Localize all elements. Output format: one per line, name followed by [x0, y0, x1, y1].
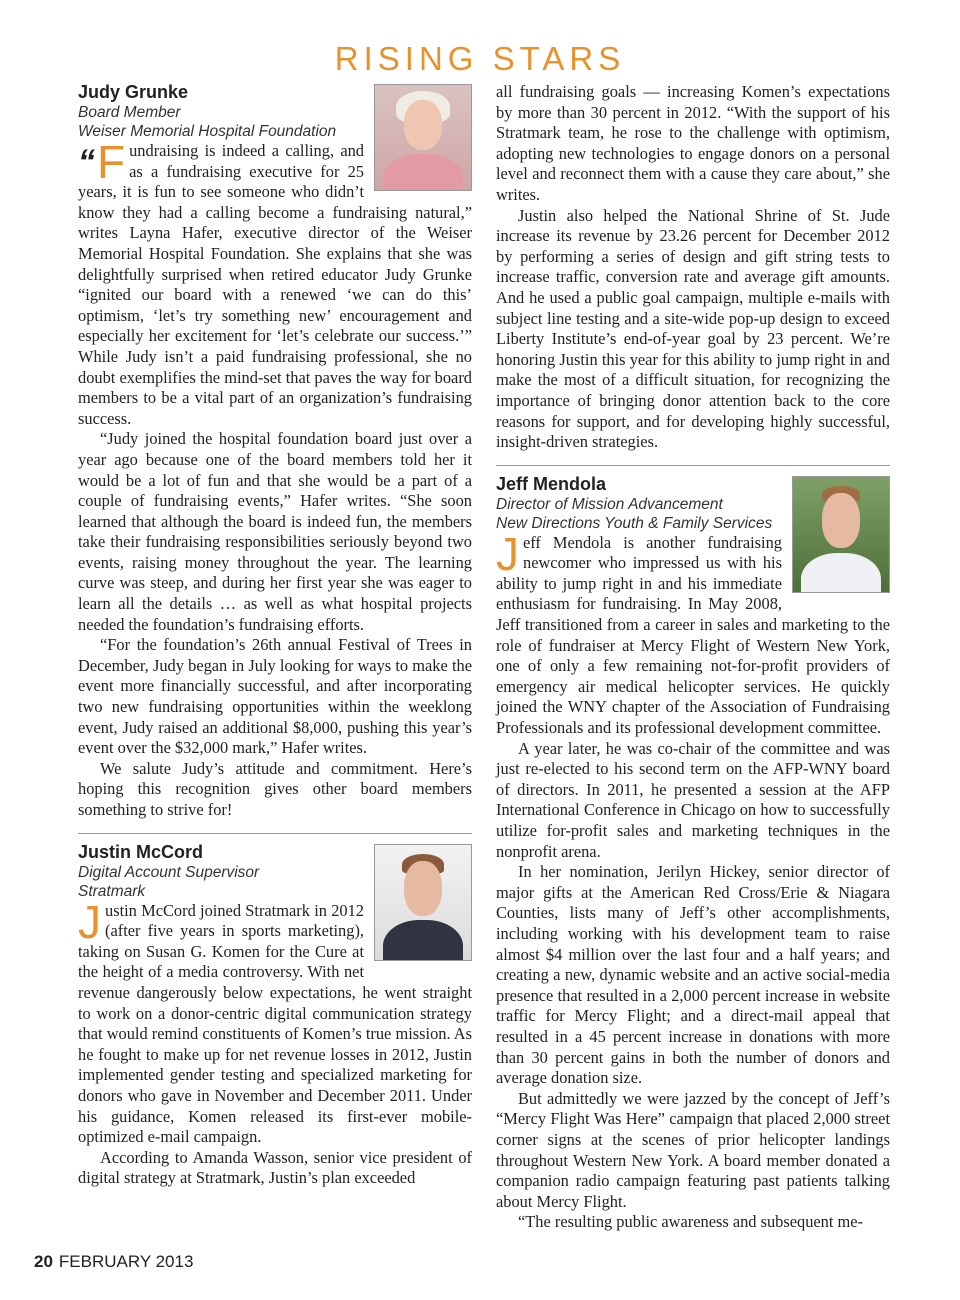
profile-name: Judy Grunke [78, 82, 189, 102]
paragraph: But admittedly we were jazzed by the concept of Jeff’s “Mercy Flight Was Here” campaign that placed 2,000 street corner signs at the scenes of prior helicopter landings throughout Western New York. A board member donated a companion radio campaign featuring past patients talking about Mercy Flight. [496, 1088, 890, 1211]
section-divider [78, 833, 472, 834]
opening-quote-mark: “ [78, 143, 95, 181]
paragraph: Jeff Mendola is another fundraising newcomer who impressed us with his ability to jump right in and his immediate enthusiasm for fundraising. In May 2008, Jeff transitioned from a career in sales and marketing to the role of fundraiser at Mercy Flight of Western New York, one of only a few remaining not-for-profit providers of emergency air medical helicopter services. He quickly joined the WNY chapter of the Association of Fundraising Professionals and its professional development committee. [496, 527, 890, 738]
paragraph: “For the foundation’s 26th annual Festival of Trees in December, Judy began in July looking for ways to make the event more financially successful, and after incorporating two new fundraising opportunities within the weeklong event, Judy raised an additional $8,000, pushing this year’s event over the $32,000 mark,” Hafer writes. [78, 635, 472, 758]
profile-name: Justin McCord [78, 841, 204, 862]
paragraph: According to Amanda Wasson, senior vice president of digital strategy at Stratmark, Justin’s plan exceeded [78, 1147, 472, 1188]
drop-cap: J [496, 527, 519, 580]
left-column [78, 82, 472, 1189]
judy-grunke-photo [374, 84, 472, 191]
page-number: 20 [34, 1252, 53, 1271]
jeff-mendola-photo [792, 476, 890, 593]
profile-body [496, 527, 890, 1233]
profile-jeff-mendola [496, 474, 890, 1233]
paragraph: A year later, he was co-chair of the committee and was just re-elected to his second term on the AFP-WNY board of directors. In 2011, he presented a session at the AFP International Conference in Chicago on how to successfully utilize for-profit sales and marketing techniques in the nonprofit arena. [496, 738, 890, 861]
page-footer [34, 1252, 193, 1272]
drop-cap: F [97, 136, 126, 188]
paragraph: “ F undraising is indeed a calling, and as a fundraising executive for 25 years, it is fun to see someone who didn’t know they had a calling become a fundraising natural,” writes Layna Hafer, executive director of the Weiser Memorial Hospital Foundation. She explains that she was delightfully surprised when retired educator Judy Grunke “ignited our board with a renewed ‘we can do this’ optimism, ‘let’s try something new’ encouragement and especially her excitement for ‘let’s celebrate our success.’” While Judy isn’t a paid fundraising professional, she no doubt exemplifies the mind-set that paves the way for board members to be a vital part of an organization’s fundraising success. [78, 136, 472, 428]
paragraph: “The resulting public awareness and subsequent me- [518, 1212, 864, 1232]
section-divider [496, 465, 890, 466]
profile-name: Jeff Mendola [496, 473, 607, 494]
profile-title: Director of Mission Advancement [496, 495, 723, 513]
issue-date: FEBRUARY 2013 [58, 1252, 194, 1271]
page-title: RISING STARS [334, 40, 626, 77]
paragraph: “Judy joined the hospital foundation board just over a year ago because one of the board members told her it would be a lot of fun and that she would be a part of a couple of fundraising events,” Hafer writes. “She soon learned that although the board is indeed fun, the members take their fundraising responsibilities seriously beyond two events, raising money throughout the year. The learning curve was steep, and during her first year she was eager to learn all the details … as well as what hospital projects needed the foundation’s fundraising efforts. [78, 429, 472, 634]
profile-justin-mccord [78, 842, 472, 1189]
paragraph: all fundraising goals — increasing Komen’s expectations by more than 30 percent in 2012. “With the support of his Stratmark team, he rose to the challenge with optimism, adopting new technologies to engage donors on a personal level and reconnect them with a cause they care about,” she writes. [496, 82, 890, 204]
profile-organization: Stratmark [78, 882, 146, 900]
drop-cap: J [78, 895, 101, 948]
profile-organization: Weiser Memorial Hospital Foundation [78, 123, 337, 140]
profile-title: Board Member [78, 104, 181, 121]
profile-body-continued [496, 82, 890, 453]
justin-mccord-photo [374, 844, 472, 961]
paragraph: Justin also helped the National Shrine of St. Jude increase its revenue by 23.26 percent for December 2012 by performing a series of design and gift string tests to increase traffic, conversion rate and average gift amounts. And he used a public goal campaign, multiple e-mails with subject line testing and a site-wide pop-up design to exceed Liberty Institute’s end-of-year goal by 23 percent. We’re honoring Justin this year for this ability to jump right in and make the most of a difficult situation, for recognizing the importance of bringing donor attention back to the core reasons for support, and for developing highly successful, insight-driven strategies. [496, 205, 890, 452]
profile-organization: New Directions Youth & Family Services [496, 514, 773, 532]
paragraph: Justin McCord joined Stratmark in 2012 (after five years in sports marketing), taking on Susan G. Komen for the Cure at the height of a media controversy. With net revenue dangerously below expectations, he went straight to work on a donor-centric digital communication strategy that would remind constituents of Komen’s true mission. As he fought to make up for net revenue losses in 2012, Justin implemented gender testing and specialized marketing for donors who gave in November and December 2011. Under his guidance, Komen released its first-ever mobile-optimized e-mail campaign. [78, 895, 472, 1147]
profile-justin-mccord-continued [496, 82, 890, 453]
profile-title: Digital Account Supervisor [78, 863, 260, 881]
profile-body [78, 136, 472, 821]
right-column [496, 82, 890, 1233]
paragraph: We salute Judy’s attitude and commitment. Here’s hoping this recognition gives other board members something to strive for! [78, 758, 472, 819]
paragraph: In her nomination, Jerilyn Hickey, senior director of major gifts at the American Red Cross/Erie & Niagara Counties, lists many of Jeff’s other accomplishments, including working with his development team to raise almost $4 million over the last four and a half years; and creating a new, dynamic website and an active social-media presence that resulted in a 2,000 percent increase in website traffic for Mercy Flight; and a direct-mail appeal that resulted in a 45 percent increase in donations with more than 30 percent gains in both the number of donors and average donation size. [496, 862, 890, 1088]
profile-judy-grunke [78, 82, 472, 821]
